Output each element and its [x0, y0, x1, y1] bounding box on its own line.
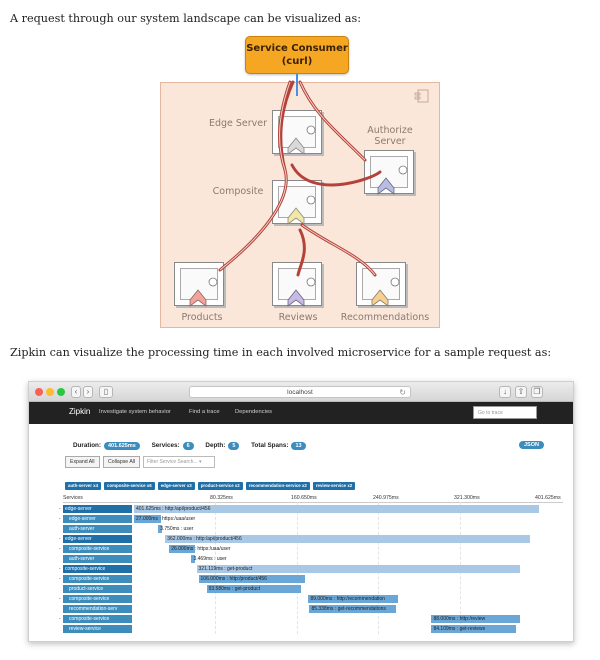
- span-service-name: review-service: [63, 625, 132, 633]
- span-row[interactable]: [29, 624, 573, 633]
- authorize-label-line1: Authorize: [367, 125, 413, 136]
- products-icon: [190, 278, 217, 306]
- back-icon[interactable]: ‹: [71, 386, 81, 398]
- span-service-name: composite-service: [63, 615, 132, 623]
- span-label: 27.000ms : https:/uaa/user: [136, 516, 196, 522]
- request-path: [220, 82, 380, 275]
- diagram-overlay: [160, 30, 440, 330]
- span-label: 88.000ms : http:/review: [433, 616, 486, 622]
- span-service-name: edge-server: [63, 515, 132, 523]
- span-service-name: product-service: [63, 585, 132, 593]
- nav-investigate[interactable]: Investigate system behavior: [99, 409, 171, 415]
- span-service-name: composite-service: [63, 575, 132, 583]
- composite-icon: [288, 196, 315, 224]
- nav-dependencies[interactable]: Dependencies: [235, 409, 273, 415]
- span-row[interactable]: [29, 514, 573, 523]
- zipkin-brand[interactable]: Zipkin: [69, 407, 91, 416]
- span-label: 3.469ms : user: [193, 556, 227, 562]
- browser-titlebar: [29, 382, 573, 402]
- service-consumer-label: Service Consumer: [246, 43, 348, 54]
- span-service-name: composite-service: [63, 595, 132, 603]
- span-service-name: edge-server: [63, 535, 132, 543]
- span-label: 321.119ms : get-product: [198, 566, 253, 572]
- depth-label: Depth:: [205, 442, 226, 449]
- reviews-icon: [288, 278, 315, 306]
- span-label: 106.000ms : http:/product/456: [200, 576, 267, 582]
- span-label: 85.338ms : get-recommendations: [311, 606, 386, 612]
- json-button[interactable]: JSON: [519, 441, 544, 449]
- duration-label: Duration:: [73, 442, 101, 449]
- span-service-name: auth-server: [63, 555, 132, 563]
- spans-badge: 13: [291, 442, 305, 450]
- zoom-dot-icon[interactable]: [57, 388, 65, 396]
- service-filter-select[interactable]: [143, 456, 215, 468]
- timeline-header-tick: 80.325ms: [210, 495, 233, 501]
- expand-all-button[interactable]: Expand All: [65, 456, 100, 468]
- expand-toggle-icon[interactable]: -: [59, 576, 61, 582]
- service-chip[interactable]: edge-server x3: [158, 482, 195, 490]
- service-consumer-sublabel: (curl): [281, 56, 313, 67]
- span-label: 93.580ms : get-product: [208, 586, 261, 592]
- collapse-all-button[interactable]: Collapse All: [103, 456, 140, 468]
- expand-toggle-icon[interactable]: -: [59, 536, 61, 542]
- system-landscape-diagram: [160, 30, 440, 330]
- expand-toggle-icon[interactable]: -: [59, 596, 61, 602]
- services-label: Services:: [151, 442, 180, 449]
- span-rows: [29, 504, 573, 634]
- service-chip[interactable]: auth-server x4: [65, 482, 101, 490]
- depth-badge: 5: [228, 442, 239, 450]
- filter-placeholder: Filter Service Search...: [147, 459, 198, 465]
- trace-stats: [73, 442, 316, 450]
- span-row[interactable]: [29, 544, 573, 553]
- span-service-name: edge-server: [63, 505, 132, 513]
- sidebar-icon[interactable]: ▯: [99, 386, 113, 398]
- span-service-name: composite-service: [63, 545, 132, 553]
- span-service-name: composite-service: [63, 565, 132, 573]
- edge-server-icon: [288, 126, 315, 154]
- share-icon[interactable]: ⇧: [515, 386, 527, 398]
- span-label: 401.625ms : http:/api/product/456: [136, 506, 211, 512]
- span-row[interactable]: [29, 584, 573, 593]
- container-icon: [415, 90, 428, 102]
- span-label: 362.000ms : http:/api/product/456: [167, 536, 242, 542]
- span-label: 89.000ms : http:/recommendation: [310, 596, 385, 602]
- span-service-name: recommendation-serv: [63, 605, 132, 613]
- url-bar[interactable]: [189, 386, 411, 398]
- services-badge: 6: [183, 442, 194, 450]
- expand-toggle-icon[interactable]: -: [59, 566, 61, 572]
- service-chip[interactable]: composite-service x6: [104, 482, 155, 490]
- duration-badge: 401.625ms: [104, 442, 140, 450]
- expand-toggle-icon[interactable]: -: [59, 616, 61, 622]
- span-row[interactable]: [29, 604, 573, 613]
- span-label: 84.109ms : get-reviews: [433, 626, 486, 632]
- service-chip[interactable]: product-service x2: [198, 482, 243, 490]
- span-service-name: auth-server: [63, 525, 132, 533]
- span-row[interactable]: [29, 524, 573, 533]
- intro-paragraph: A request through our system landscape can be visualized as:: [10, 12, 361, 25]
- timeline-axis-line: [63, 502, 563, 503]
- authorize-server-icon: [378, 166, 407, 194]
- span-row[interactable]: [29, 534, 573, 543]
- nav-find-trace[interactable]: Find a trace: [189, 409, 220, 415]
- request-path-highlight: [220, 82, 375, 275]
- expand-toggle-icon[interactable]: -: [59, 546, 61, 552]
- products-label: Products: [181, 312, 223, 323]
- reviews-label: Reviews: [278, 312, 318, 323]
- timeline-header-tick: 240.975ms: [373, 495, 399, 501]
- service-chip[interactable]: review-service x2: [313, 482, 355, 490]
- service-chip[interactable]: recommendation-service x2: [246, 482, 310, 490]
- timeline-header-services: Services: [63, 495, 83, 501]
- timeline-header-tick: 401.625ms: [535, 495, 561, 501]
- zipkin-browser-window: [28, 381, 574, 642]
- span-label: 3.750ms : user: [160, 526, 194, 532]
- span-row[interactable]: [29, 574, 573, 583]
- forward-icon[interactable]: ›: [83, 386, 93, 398]
- expand-toggle-icon[interactable]: -: [59, 516, 61, 522]
- edge-server-label: Edge Server: [208, 118, 268, 129]
- download-icon[interactable]: ↓: [499, 386, 511, 398]
- recommendations-icon: [372, 278, 399, 306]
- span-row[interactable]: [29, 504, 573, 513]
- span-label: 26.000ms : https:/uaa/user: [171, 546, 231, 552]
- span-row[interactable]: [29, 594, 573, 603]
- zipkin-navbar: [29, 402, 573, 424]
- goto-trace-input[interactable]: Go to trace: [473, 406, 537, 419]
- span-row[interactable]: [29, 554, 573, 563]
- timeline-header-tick: 321.300ms: [454, 495, 480, 501]
- spans-label: Total Spans:: [251, 442, 289, 449]
- authorize-label-line2: Server: [374, 136, 406, 147]
- reload-icon[interactable]: ↻: [399, 388, 406, 397]
- chevron-down-icon: ▾: [198, 459, 202, 465]
- span-row[interactable]: [29, 564, 573, 573]
- service-chips: [65, 474, 358, 488]
- span-row[interactable]: [29, 614, 573, 623]
- recommendations-label: Recommendations: [340, 312, 430, 323]
- tabs-icon[interactable]: ❐: [531, 386, 543, 398]
- expand-toggle-icon[interactable]: -: [59, 506, 61, 512]
- zipkin-paragraph: Zipkin can visualize the processing time in each involved microservice for a sample request as:: [10, 346, 552, 359]
- timeline-header-tick: 160.650ms: [291, 495, 317, 501]
- composite-label: Composite: [212, 186, 264, 197]
- minimize-dot-icon[interactable]: [46, 388, 54, 396]
- url-text: localhost: [287, 389, 313, 396]
- close-dot-icon[interactable]: [35, 388, 43, 396]
